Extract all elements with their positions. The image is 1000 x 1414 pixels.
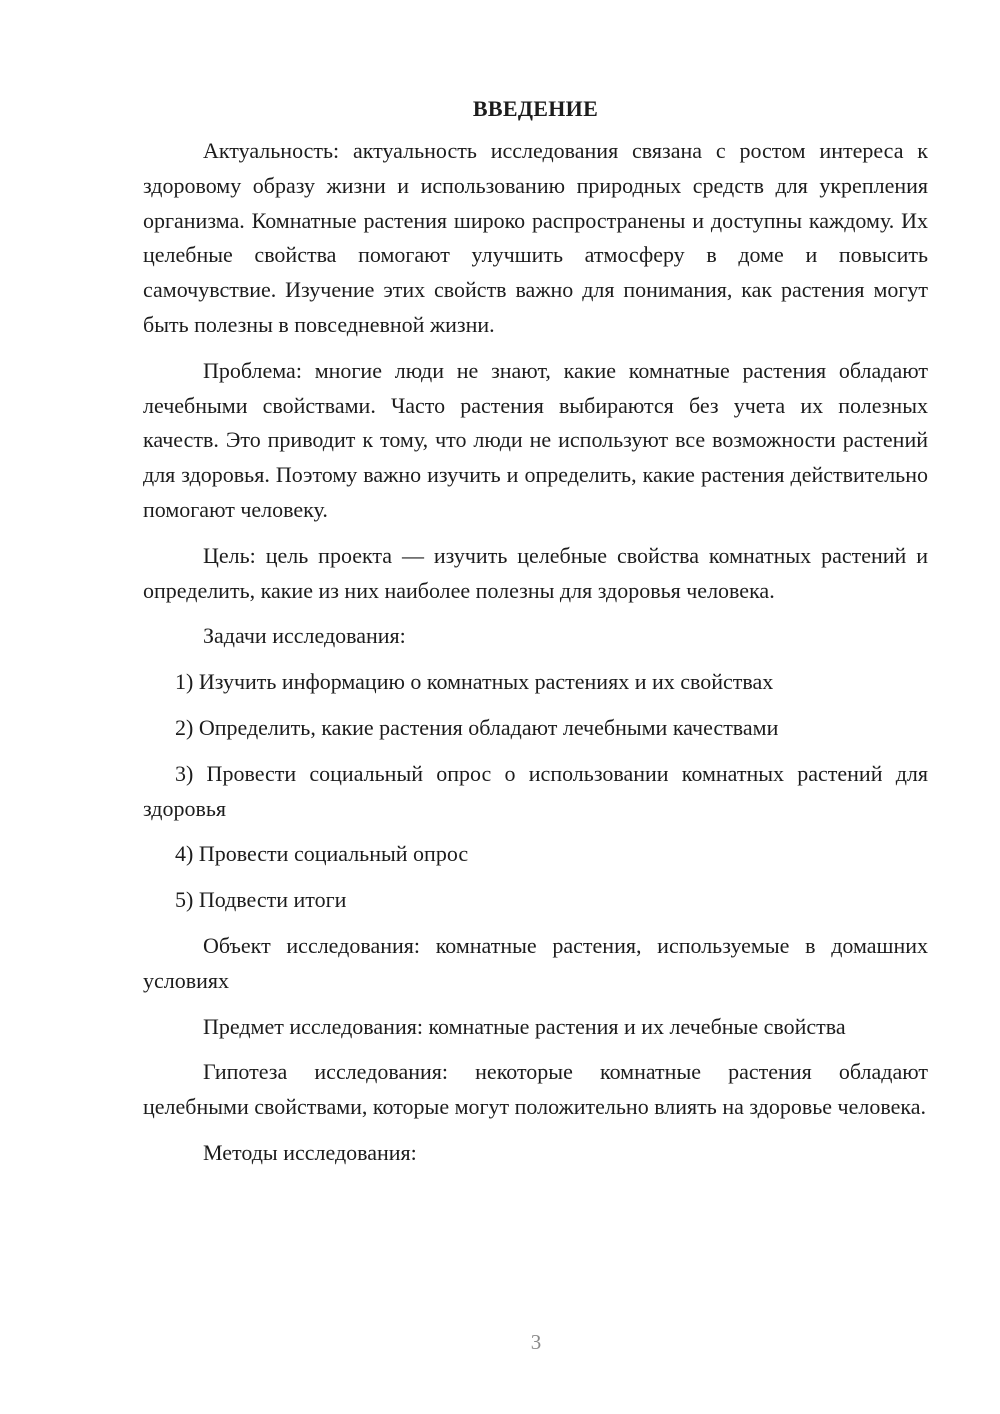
task-item-3: 3) Провести социальный опрос о использовании комнатных растений для здоровья — [143, 760, 928, 821]
task-item-5: 5) Подвести итоги — [175, 887, 347, 913]
paragraph-goal: Цель: цель проекта — изучить целебные свойства комнатных растений и определить, какие из них наиболее полезны для здоровья человека. — [143, 542, 928, 603]
paragraph-object: Объект исследования: комнатные растения, используемые в домашних условиях — [143, 932, 928, 993]
methods-title: Методы исследования: — [203, 1139, 417, 1165]
tasks-title: Задачи исследования: — [203, 623, 406, 649]
paragraph-problem: Проблема: многие люди не знают, какие комнатные растения обладают лечебными свойствами. Часто растения выбираются без учета их полезных качеств. Это приводит к тому, что люди не используют все возможности растений для здоровья. Поэтому важно изучить и определить, какие растения действительно помогают человеку. — [143, 357, 928, 522]
section-heading: ВВЕДЕНИЕ — [472, 96, 599, 121]
document-page — [143, 92, 928, 1171]
paragraph-relevance: Актуальность: актуальность исследования связана с ростом интереса к здоровому образу жизни и использованию природных средств для укрепления организма. Комнатные растения широко распространены и доступны каждому. Их целебные свойства помогают улучшить атмосферу в доме и повысить самочувствие. Изучение этих свойств важно для понимания, как растения могут быть полезны в повседневной жизни. — [143, 138, 928, 337]
paragraph-hypothesis: Гипотеза исследования: некоторые комнатные растения обладают целебными свойствами, которые могут положительно влиять на здоровье человека. — [143, 1059, 928, 1120]
task-item-4: 4) Провести социальный опрос — [175, 841, 469, 867]
task-item-2: 2) Определить, какие растения обладают лечебными качествами — [175, 714, 779, 740]
task-item-1: 1) Изучить информацию о комнатных растениях и их свойствах — [175, 669, 774, 695]
page-number: 3 — [530, 1330, 542, 1354]
paragraph-subject: Предмет исследования: комнатные растения и их лечебные свойства — [203, 1013, 846, 1039]
